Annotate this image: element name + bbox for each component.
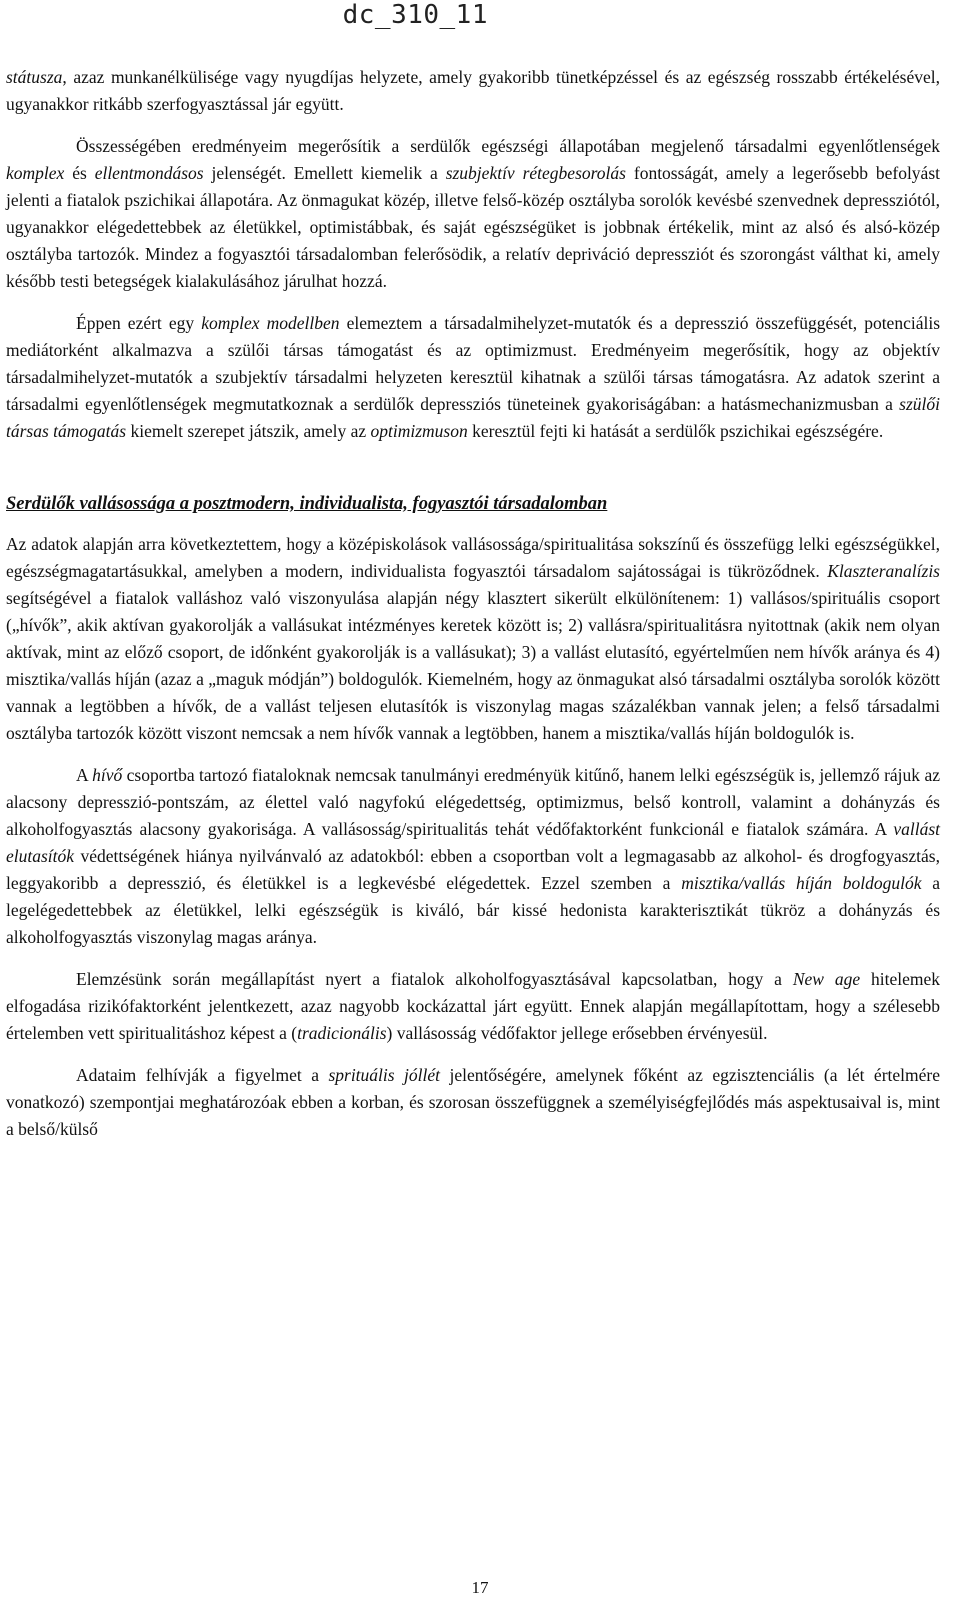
emphasis: komplex [6,163,65,183]
paragraph-text: fontosságát, amely a legerősebb befolyást jelenti a fiatalok pszichikai állapotára. Az önmagukat közép, illetve felső-közép osztályba sorolók kevésbé szenvednek depressziótól, ugyanakkor elégedettebbek az életükkel, optimistábbak, és saját egészségüket is jobbnak értékelik, mint az alsó és alsó-közép osztályba tartozók. [6,163,940,264]
page-number: 17 [471,1578,489,1597]
emphasis: sprituális jóllét [328,1065,441,1085]
paragraph-text: hitelemek elfogadása rizikófaktorként jelentkezett, azaz nagyobb kockázattal járt együtt. Ennek alapján megállapítottam, hogy a szélesebb értelemben vett spiritualitáshoz képest a ( [6,969,940,1043]
paragraph-text: Éppen ezért egy [76,313,202,333]
paragraph-6 [6,966,940,1047]
paragraph-1 [6,64,940,118]
emphasis: tradicionális [297,1023,387,1043]
emphasis: optimizmuson [370,421,468,441]
paragraph-text: a legelégedettebbek az életükkel, lelki egészségük is kiváló, bár kissé hedonista karakterisztikát tükröz a dohányzás és alkoholfogyasztás viszonylag magas aránya. [6,873,940,947]
paragraph-text: védettségének hiánya nyilvánvaló az adatokból: ebben a csoportban volt a legmagasabb az alkohol- és drogfogyasztás, leggyakoribb a depresszió, és életükkel is a legkevésbé elégedettek. Ezzel szemben a [6,846,940,893]
paragraph-text: kiemelt szerepet játszik, amely az [126,421,371,441]
paragraph-text: segítségével a fiatalok valláshoz való viszonyulása alapján négy klasztert sikerült elkülönítenem: 1) vallásos/spirituális csoport („hívők”, akik aktívan gyakorolják a vallásukat intézményes keretek között is; 2) vallásra/spiritualitásra nyitottnak (akik nem olyan aktívak, mint az előző csoport, de időnként gyakorolják is a vallásukat); 3) a vallást elutasító, egyértelműen nem hívők aránya és 4) misztika/vallás híján (azaz a „maguk módján”) boldogulók. Kiemelném, hogy az önmagukat alsó társadalmi osztályba sorolók között vannak a legtöbben a hívők, de a vallást teljesen elutasítók is viszonylag magas százalékban vannak jelen; a felső társadalmi osztályba tartozók között viszont nemcsak a nem hívők vannak a legtöbben, hanem a misztika/vallás híján boldogulók is. [6,588,940,743]
paragraph-text: Mindez a fogyasztói társadalomban felerősödik, a relatív depriváció depressziót és szorongást válthat ki, amely később testi betegségek kialakulásához járulhat hozzá. [6,244,940,291]
paragraph-text: elemeztem a társadalmihelyzet-mutatók és a depresszió összefüggését, potenciális mediátorként alkalmazva a szülői társas támogatást és az optimizmust. Eredményeim megerősítik, hogy az objektív társadalmihelyzet-mutatók a szubjektív társadalmi helyzeten keresztül kihatnak a szülői társas támogatásra. Az adatok szerint a társadalmi egyenlőtlenségek megmutatkoznak a serdülők depressziós tüneteinek gyakoriságában: a hatásmechanizmusban a [6,313,941,414]
paragraph-text: és [64,163,95,183]
paragraph-text: Elemzésünk során megállapítást nyert a fiatalok alkoholfogyasztásával kapcsolatban, hogy a [76,969,793,989]
emphasis: New age [792,969,861,989]
paragraph-text: ) vallásosság védőfaktor jellege erősebben érvényesül. [386,1023,768,1043]
emphasis: szubjektív rétegbesorolás [445,163,626,183]
emphasis: hívő [92,765,123,785]
paragraph-text: keresztül fejti ki hatását a serdülők pszichikai egészségére. [467,421,884,441]
paragraph-text: Összességében eredményeim megerősítik a serdülők egészségi állapotában megjelenő társadalmi egyenlőtlenségek [76,136,940,156]
paragraph-text: jelentőségére, amelynek főként az egzisztenciális (a lét értelmére vonatkozó) szempontjai meghatározóak ebben a korban, és szorosan összefüggnek a személyiségfejlődés más aspektusaival is, mint a belső/külső [6,1065,940,1139]
paragraph-text: A [76,765,93,785]
emphasis: misztika/vallás híján boldogulók [681,873,922,893]
paragraph-7 [6,1062,940,1143]
section-title: Serdülők vallásossága a posztmodern, individualista, fogyasztói társadalomban [6,494,608,514]
emphasis: szülői társas támogatás [6,394,940,441]
emphasis: ellentmondásos [94,163,204,183]
paragraph-text: csoportba tartozó fiataloknak nemcsak tanulmányi eredményük kitűnő, hanem lelki egészségük is, jellemző rájuk az alacsony depresszió-pontszám, az élettel való nagyfokú elégedettség, optimizmus, belső kontroll, valamint a dohányzás és alkoholfogyasztás alacsony gyakorisága. A vallásosság/spiritualitás tehát védőfaktorként funkcionál e fiatalok számára. A [6,765,940,839]
emphasis: státusza [6,67,63,87]
paragraph-5 [6,762,940,951]
paragraph-3 [6,310,940,445]
paragraph-4 [6,531,940,747]
paragraph-text: Emellett kiemelik a [293,163,446,183]
emphasis: Klaszteranalízis [827,561,940,581]
paragraph-text: Az adatok alapján arra következtettem, hogy a középiskolások vallásossága/spiritualitása sokszínű és összefügg lelki egészségükkel, egészségmagatartásukkal, amelyben a modern, individualista fogyasztói társadalom sajátosságai is tükröződnek. [6,534,940,581]
emphasis: komplex modellben [201,313,340,333]
paragraph-text: Adataim felhívják a figyelmet a [76,1065,329,1085]
document-code-header: dc_310_11 [342,0,488,30]
document-body [6,64,940,1158]
paragraph-text: jelenségét. [203,163,294,183]
paragraph-text: , azaz munkanélkülisége vagy nyugdíjas helyzete, amely gyakoribb tünetképzéssel és az egészség rosszabb értékelésével, ugyanakkor ritkább szerfogyasztással jár együtt. [6,67,940,114]
emphasis: vallást elutasítók [6,819,940,866]
paragraph-2 [6,133,940,295]
